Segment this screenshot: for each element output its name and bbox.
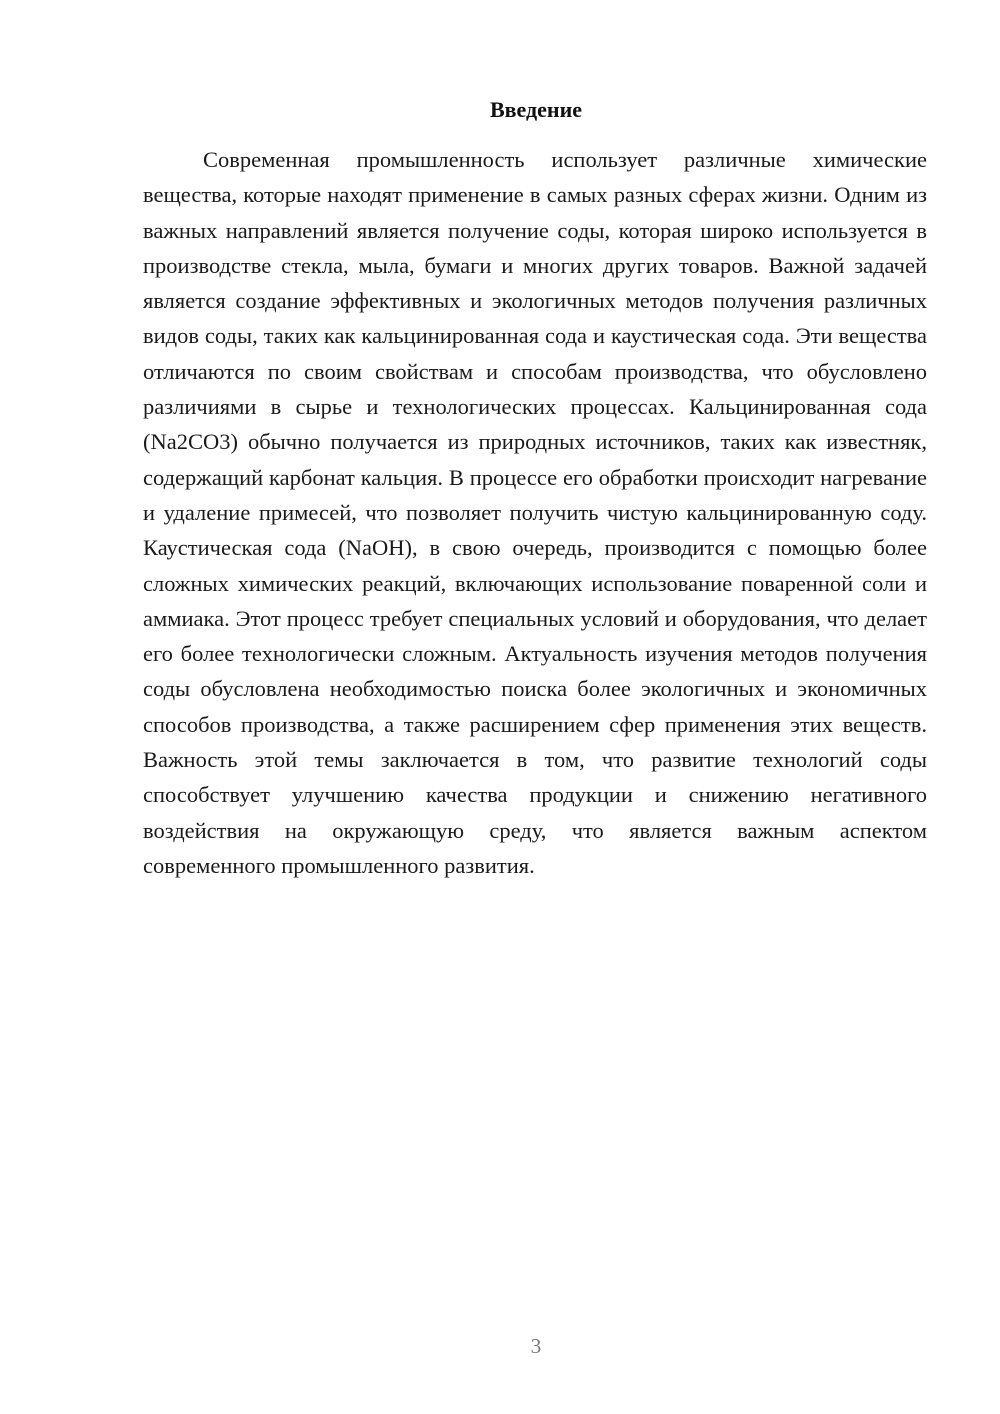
page-number: 3 [530, 1334, 542, 1358]
section-title: Введение [489, 97, 583, 122]
intro-paragraph: Современная промышленность использует различные химические вещества, которые находят применение в самых разных сферах жизни. Одним из важных направлений является получение соды, которая широко используется в производстве стекла, мыла, бумаги и многих других товаров. Важной задачей является создание эффективных и экологичных методов получения различных видов соды, таких как кальцинированная сода и каустическая сода. Эти вещества отличаются по своим свойствам и способам производства, что обусловлено различиями в сырье и технологических процессах. Кальцинированная сода (Na2CO3) обычно получается из природных источников, таких как известняк, содержащий карбонат кальция. В процессе его обработки происходит нагревание и удаление примесей, что позволяет получить чистую кальцинированную соду. Каустическая сода (NaOH), в свою очередь, производится с помощью более сложных химических реакций, включающих использование поваренной соли и аммиака. Этот процесс требует специальных условий и оборудования, что делает его более технологически сложным. Актуальность изучения методов получения соды обусловлена необходимостью поиска более экологичных и экономичных способов производства, а также расширением сфер применения этих веществ. Важность этой темы заключается в том, что развитие технологий соды способствует улучшению качества продукции и снижению негативного воздействия на окружающую среду, что является важным аспектом современного промышленного развития. [143, 147, 927, 878]
